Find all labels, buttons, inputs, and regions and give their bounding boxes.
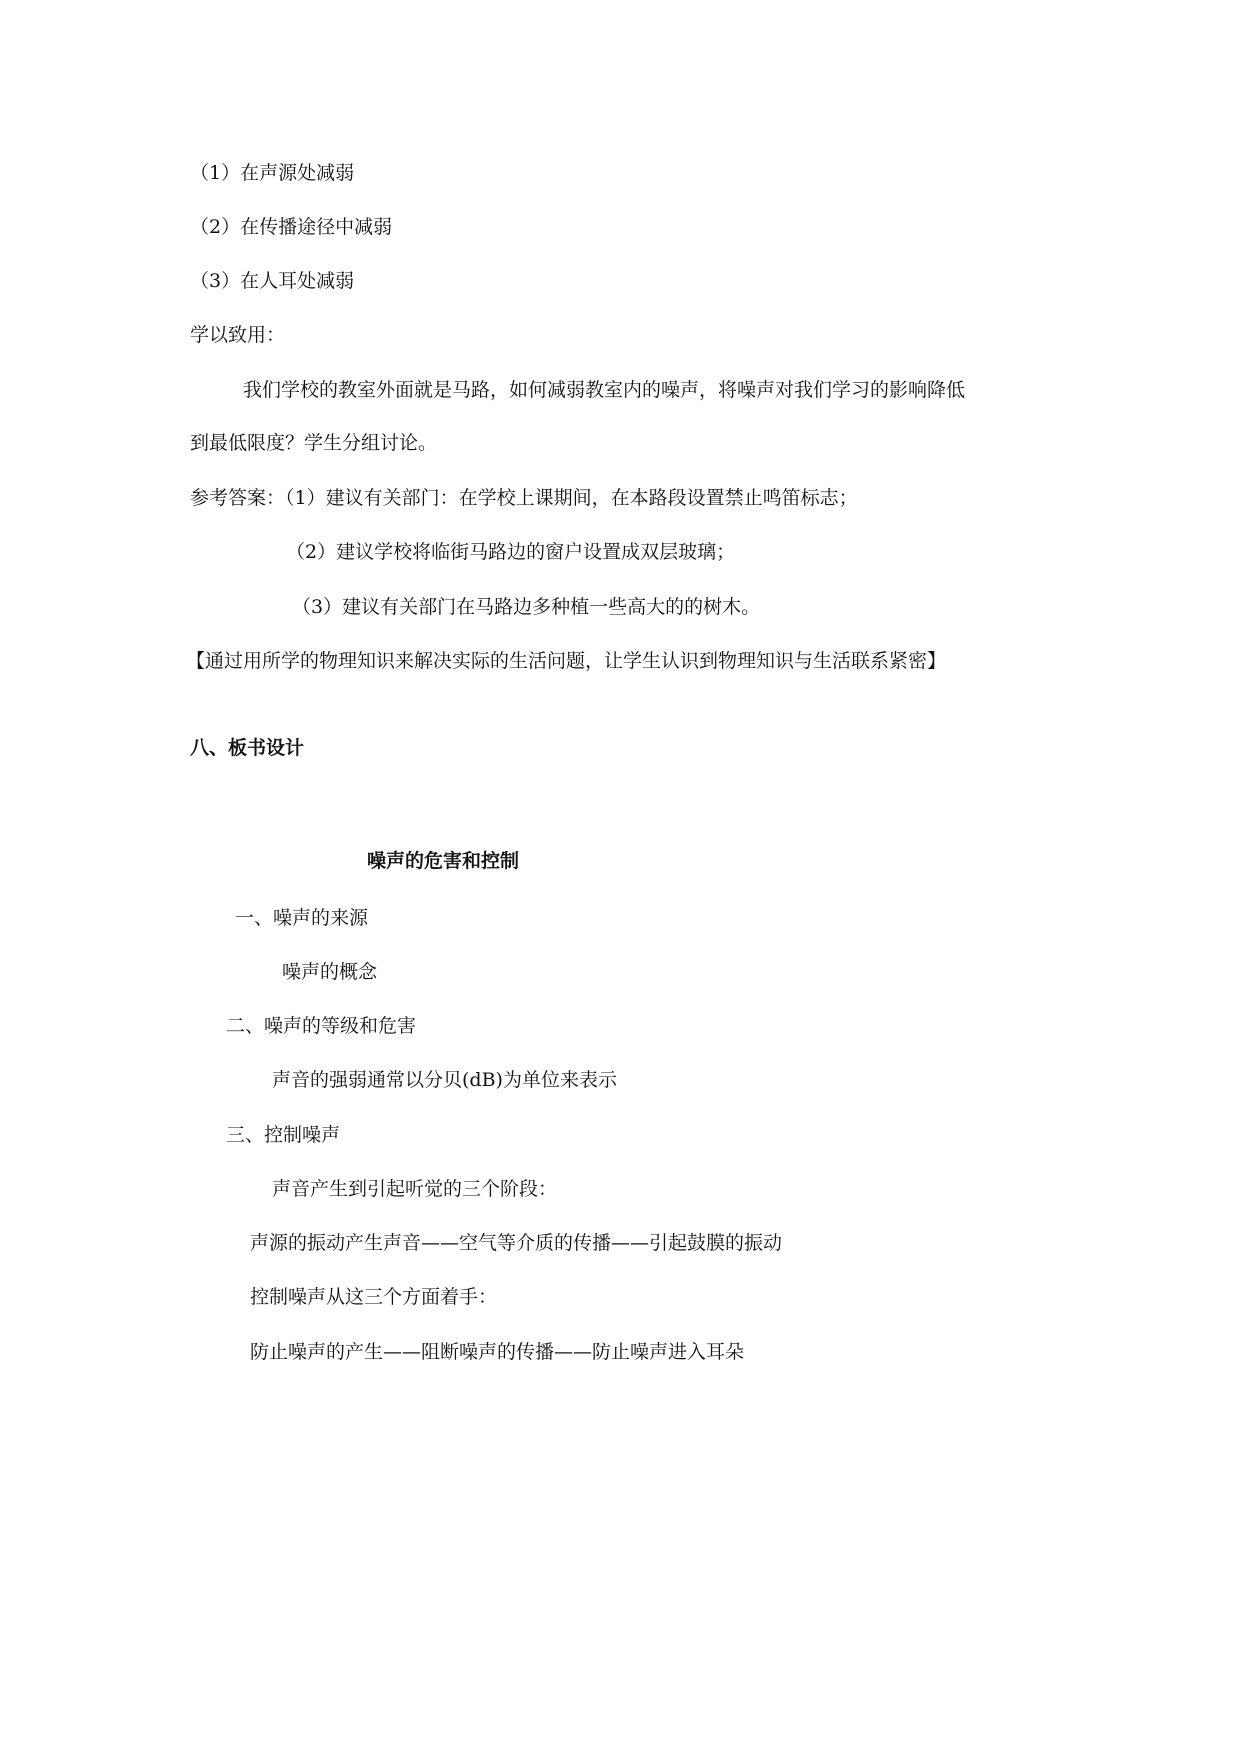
board-line-4: 声音的强弱通常以分贝(dB)为单位来表示 xyxy=(272,1069,617,1091)
reduce-method-1: （1）在声源处减弱 xyxy=(190,162,355,184)
board-line-8: 控制噪声从这三个方面着手： xyxy=(250,1286,498,1308)
answer-1: 参考答案：（1）建议有关部门：在学校上课期间，在本路段设置禁止鸣笛标志； xyxy=(190,487,858,509)
section-8-title: 八、板书设计 xyxy=(190,737,305,759)
application-heading: 学以致用： xyxy=(190,324,286,346)
board-line-2: 噪声的概念 xyxy=(282,961,378,983)
teaching-note: 【通过用所学的物理知识来解决实际的生活问题，让学生认识到物理知识与生活联系紧密】 xyxy=(186,650,947,672)
application-question-line1: 我们学校的教室外面就是马路，如何减弱教室内的噪声，将噪声对我们学习的影响降低 xyxy=(243,379,966,401)
board-line-1: 一、噪声的来源 xyxy=(235,907,369,929)
reduce-method-2: （2）在传播途径中减弱 xyxy=(190,216,393,238)
board-line-5: 三、控制噪声 xyxy=(226,1124,341,1146)
board-line-7: 声源的振动产生声音——空气等介质的传播——引起鼓膜的振动 xyxy=(250,1232,783,1254)
board-line-9: 防止噪声的产生——阻断噪声的传播——防止噪声进入耳朵 xyxy=(250,1341,745,1363)
reduce-method-3: （3）在人耳处减弱 xyxy=(190,270,355,292)
board-line-3: 二、噪声的等级和危害 xyxy=(226,1015,417,1037)
application-question-line2: 到最低限度？学生分组讨论。 xyxy=(190,432,438,454)
answer-2: （2）建议学校将临街马路边的窗户设置成双层玻璃； xyxy=(286,541,736,563)
board-title: 噪声的危害和控制 xyxy=(367,850,520,872)
answer-3: （3）建议有关部门在马路边多种植一些高大的的树木。 xyxy=(292,596,761,618)
board-line-6: 声音产生到引起听觉的三个阶段： xyxy=(272,1178,558,1200)
